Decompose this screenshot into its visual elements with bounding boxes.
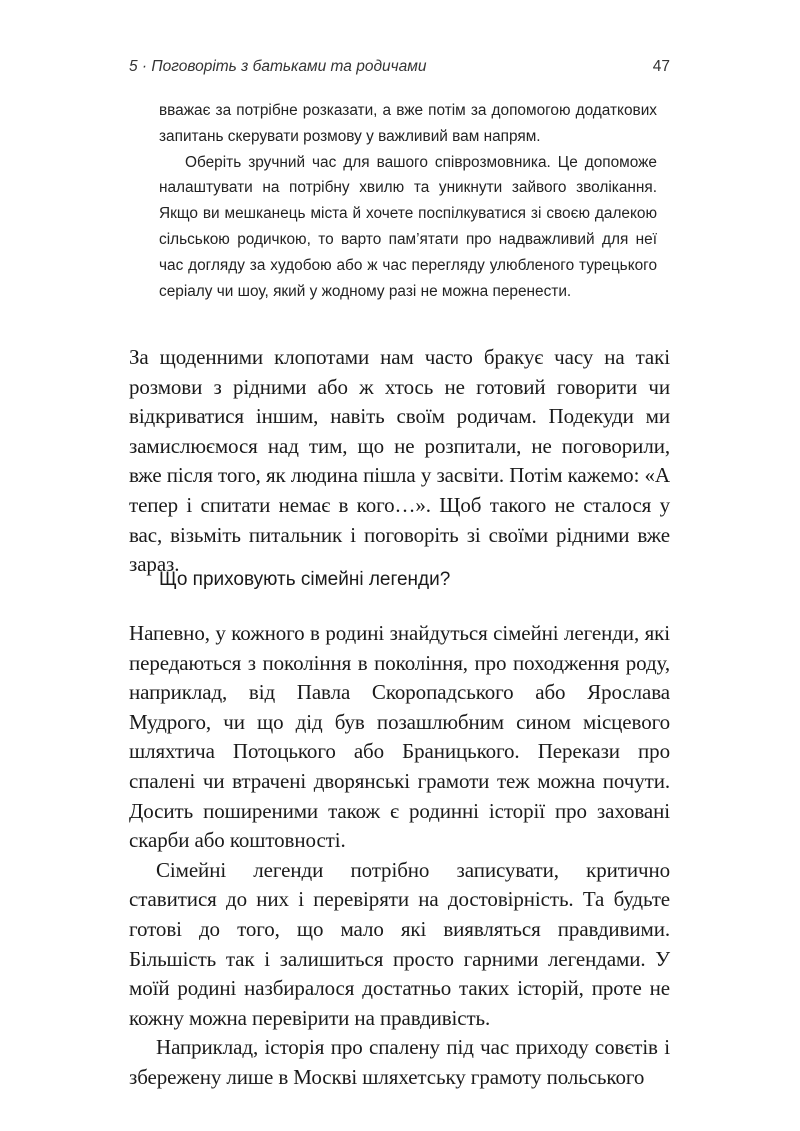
body-paragraph: Сімейні легенди потрібно записувати, критично ставитися до них і перевіряти на достовірність. Та будьте готові до того, що мало які виявляться правдивими. Більшість так і залишиться просто гарними легендами. У моїй родині назбиралося достатньо таких історій, проте не кожну можна перевірити на правдивість. xyxy=(129,857,670,1030)
body-paragraph: Напевно, у кожного в родині знайдуться сімейні легенди, які передаються з покоління в покоління, про походження роду, наприклад, від Павла Скоропадського або Ярослава Мудрого, чи що дід був позашлюбним сином місцевого шляхтича Потоцького або Браницького. Перекази про спалені чи втрачені дворянські грамоти теж можна почути. Досить поширеними також є родинні історії про заховані скарби або коштовності. xyxy=(129,621,670,853)
section-text-block xyxy=(129,619,670,1093)
body-paragraph: За щоденними клопотами нам часто бракує часу на такі розмови з рідними або ж хтось не готовий говорити чи відкриватися іншим, навіть своїм родичам. Подекуди ми замислюємося над тим, що не розпитали, не поговорили, вже після того, як людина пішла у засвіти. Потім кажемо: «А тепер і спитати немає в кого…». Щоб такого не сталося у вас, візьміть питальник і поговоріть зі своїми рідними вже зараз. xyxy=(129,345,670,577)
inset-paragraph: Оберіть зручний час для вашого співрозмовника. Це допоможе налаштувати на потрібну хвилю та уникнути зайвого зволікання. Якщо ви мешканець міста й хочете поспілкуватися зі своєю далекою сільською родичкою, то варто пам’ятати про надважливий для неї час догляду за худобою або ж час перегляду улюбленого турецького серіалу чи шоу, який у жодному разі не можна перенести. xyxy=(159,153,657,300)
section-heading: Що приховують сімейні легенди? xyxy=(159,569,451,590)
page-number: 47 xyxy=(652,58,670,75)
body-paragraph: Наприклад, історія про спалену під час приходу совєтів і збережену лише в Москві шляхетську грамоту польського xyxy=(129,1035,670,1089)
inset-text-block xyxy=(159,98,657,304)
chapter-title: 5 · Поговоріть з батьками та родичами xyxy=(129,58,427,75)
body-paragraph-block xyxy=(129,343,670,580)
running-head xyxy=(129,58,670,82)
inset-paragraph: вважає за потрібне розказати, а вже потім за допомогою додаткових запитань скерувати розмову у важливий вам напрям. xyxy=(159,102,657,145)
